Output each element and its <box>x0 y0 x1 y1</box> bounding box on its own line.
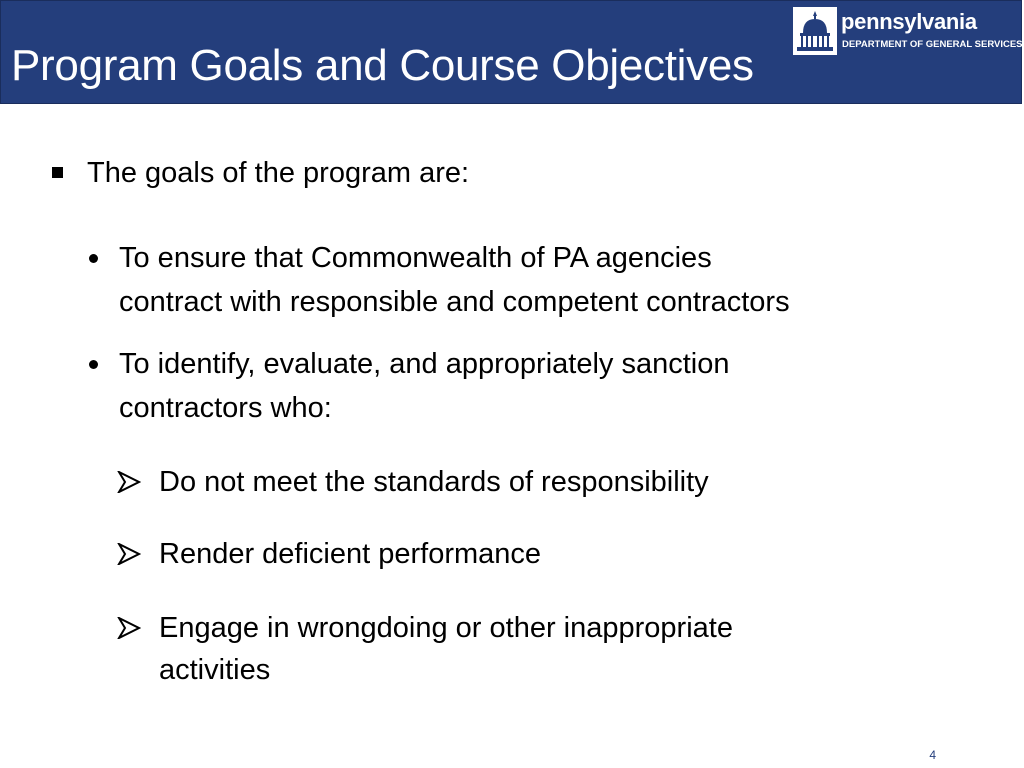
arrow-bullet-icon <box>117 617 141 639</box>
title-bar <box>0 0 1022 104</box>
page-number: 4 <box>929 748 936 762</box>
logo-department: DEPARTMENT OF GENERAL SERVICES <box>842 39 1023 50</box>
sub-bullet-1: Do not meet the standards of responsibility <box>159 466 709 498</box>
arrow-bullet-icon <box>117 471 141 493</box>
sub-bullet-2: Render deficient performance <box>159 538 542 570</box>
goal-2-line-2: contractors who: <box>119 392 332 424</box>
intro-text: The goals of the program are: <box>87 157 470 189</box>
sub-bullet-3-line-1: Engage in wrongdoing or other inappropriate <box>159 612 733 644</box>
goal-2-line-1: To identify, evaluate, and appropriately sanction <box>119 348 730 380</box>
dot-bullet-icon <box>89 360 98 369</box>
logo-name: pennsylvania <box>841 9 977 34</box>
goal-1-line-1: To ensure that Commonwealth of PA agencies <box>119 242 712 274</box>
square-bullet-icon <box>52 167 63 178</box>
dot-bullet-icon <box>89 254 98 263</box>
sub-bullet-3-line-2: activities <box>159 654 271 686</box>
arrow-bullet-icon <box>117 543 141 565</box>
pennsylvania-logo <box>793 5 1023 57</box>
goal-1-line-2: contract with responsible and competent contractors <box>119 286 790 318</box>
capitol-dome-icon <box>793 7 837 55</box>
slide-title: Program Goals and Course Objectives <box>11 41 754 90</box>
